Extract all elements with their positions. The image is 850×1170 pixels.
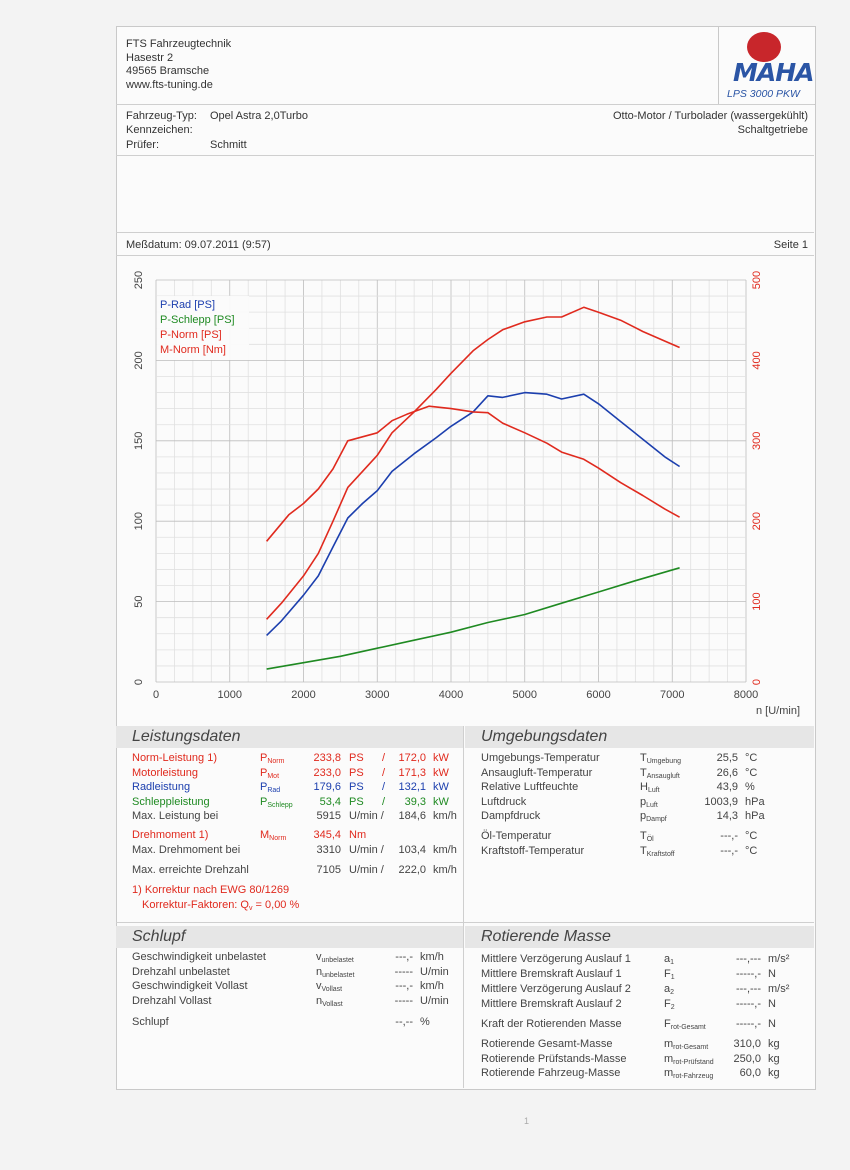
- y-left-tick-label: 150: [133, 431, 145, 450]
- row-unit: U/min /: [349, 810, 384, 822]
- row-value: 179,6: [313, 781, 341, 793]
- row-value-2: 222,0: [398, 864, 426, 876]
- mass-value: ---,---: [735, 983, 761, 995]
- row-unit-2: kW: [433, 795, 449, 808]
- transmission-type: Schaltgetriebe: [737, 124, 808, 136]
- engine-type: Otto-Motor / Turbolader (wassergekühlt): [612, 110, 808, 122]
- row-unit-2: kW: [433, 752, 449, 764]
- row-unit: PS: [349, 766, 364, 779]
- env-label: Kraftstoff-Temperatur: [481, 845, 585, 857]
- y-left-tick-label: 250: [133, 270, 145, 290]
- mass-value: -----,-: [735, 1018, 761, 1030]
- symbol: $P_{Norm}$: [260, 752, 285, 765]
- legend-entry: P-Rad [PS]: [160, 299, 216, 311]
- mass-unit: m/s²: [768, 983, 790, 995]
- y-left-tick-label: 200: [133, 351, 145, 370]
- divider: [116, 922, 814, 923]
- chart-series: [267, 307, 680, 669]
- mass-unit: N: [768, 1018, 776, 1030]
- symbol: $n_{unbelastet}$: [316, 965, 355, 979]
- slip-label: Drehzahl Vollast: [132, 994, 212, 1007]
- y-right-tick-label: 500: [751, 270, 763, 290]
- env-label: Umgebungs-Temperatur: [481, 752, 600, 764]
- row-unit: PS: [349, 752, 364, 764]
- row-unit-2: km/h: [433, 864, 457, 876]
- legend-entry: P-Norm [PS]: [160, 329, 222, 341]
- y-right-tick-label: 200: [751, 512, 763, 531]
- column-divider: [463, 726, 464, 1088]
- env-value: 1003,9: [704, 795, 738, 808]
- x-tick-label: 1000: [217, 689, 242, 701]
- legend-entry: M-Norm [Nm]: [160, 344, 226, 356]
- slip-label: Schlupf: [132, 1016, 169, 1028]
- env-unit: %: [745, 781, 755, 793]
- correction-subscript: v: [248, 905, 253, 912]
- row-unit: U/min /: [349, 864, 384, 876]
- company-city: 49565 Bramsche: [126, 65, 210, 77]
- symbol: $M_{Norm}$: [260, 829, 287, 842]
- symbol-subscript: unbelastet: [321, 957, 354, 964]
- mass-value: 250,0: [733, 1052, 761, 1065]
- row-value-2: 172,0: [398, 752, 426, 764]
- symbol: $H_{Luft}$: [640, 781, 660, 794]
- logo-text: MAHA: [733, 58, 814, 87]
- env-unit: hPa: [745, 795, 765, 808]
- x-tick-label: 3000: [365, 689, 390, 701]
- mass-unit: N: [768, 998, 776, 1010]
- mass-label: Mittlere Bremskraft Auslauf 1: [481, 968, 622, 980]
- company-name: FTS Fahrzeugtechnik: [126, 38, 232, 50]
- row-label: Max. Leistung bei: [132, 810, 219, 822]
- chart-legend: [157, 296, 249, 360]
- row-unit-2: kW: [433, 781, 449, 793]
- x-tick-label: 8000: [733, 689, 759, 701]
- section-leistungsdaten-title: Leistungsdaten: [116, 726, 463, 748]
- symbol-subscript: Vollast: [322, 1000, 343, 1008]
- x-tick-label: 0: [152, 689, 160, 701]
- symbol-subscript: 2: [670, 1004, 675, 1011]
- row-label: Max. erreichte Drehzahl: [132, 864, 249, 876]
- symbol-subscript: Vollast: [321, 986, 343, 993]
- symbol-subscript: rot-Gesamt: [673, 1044, 709, 1051]
- vehicle-type-label: Fahrzeug-Typ:: [126, 110, 197, 122]
- symbol: $m_{rot-Gesamt}$: [664, 1038, 709, 1051]
- symbol: $T_{Kraftstoff}$: [640, 845, 675, 858]
- row-label: Max. Drehmoment bei: [132, 844, 241, 856]
- row-unit: U/min /: [349, 844, 384, 856]
- row-value: 7105: [316, 864, 341, 876]
- env-value: 25,5: [716, 752, 738, 764]
- page-number: 1: [524, 1116, 530, 1126]
- symbol-subscript: Umgebung: [646, 758, 681, 765]
- row-unit-2: kW: [433, 766, 449, 779]
- symbol-subscript: 1: [670, 974, 675, 981]
- row-value: 3310: [316, 844, 341, 856]
- row-value-2: 184,6: [398, 810, 426, 822]
- x-axis-unit: n [U/min]: [756, 705, 801, 717]
- mass-label: Rotierende Prüfstands-Masse: [481, 1052, 627, 1065]
- row-label: Radleistung: [132, 781, 191, 793]
- y-right-tick-label: 300: [751, 431, 763, 450]
- symbol: $m_{rot-Fahrzeug}$: [664, 1067, 714, 1080]
- slip-label: Geschwindigkeit unbelastet: [132, 951, 266, 963]
- mass-value: 60,0: [739, 1067, 761, 1079]
- symbol-subscript: Luft: [647, 787, 660, 794]
- slip-unit: km/h: [420, 980, 444, 992]
- y-right-tick-label: 100: [751, 592, 763, 611]
- symbol: $F_1$: [664, 968, 675, 981]
- symbol: $F_{rot-Gesamt}$: [664, 1018, 706, 1031]
- section-schlupf-title: Schlupf: [116, 926, 463, 948]
- symbol: $n_{Vollast}$: [316, 994, 343, 1008]
- correction-factors: Korrektur-Faktoren: $Q_v = 0,00$ %: [142, 899, 300, 912]
- mass-value: -----,-: [735, 968, 761, 980]
- x-tick-label: 6000: [586, 689, 611, 701]
- row-label: Motorleistung: [132, 766, 199, 779]
- section-umgebungsdaten-title: Umgebungsdaten: [465, 726, 814, 748]
- maha-logo: [718, 26, 815, 105]
- correction-note: 1) Korrektur nach EWG 80/1269: [132, 884, 290, 896]
- row-label: Norm-Leistung 1): [132, 752, 217, 764]
- y-left-tick-label: 0: [133, 678, 145, 686]
- plate-label: Kennzeichen:: [126, 124, 193, 136]
- symbol: $F_2$: [664, 998, 675, 1011]
- env-unit: °C: [745, 752, 758, 764]
- mass-unit: N: [768, 968, 776, 980]
- symbol-subscript: rot-Gesamt: [670, 1024, 706, 1031]
- slip-value: ---,-: [395, 980, 413, 992]
- symbol-subscript: Öl: [646, 836, 654, 843]
- row-value: 233,0: [313, 766, 341, 779]
- env-label: Luftdruck: [481, 795, 527, 808]
- mass-value: ---,---: [735, 953, 761, 965]
- slip-label: Drehzahl unbelastet: [132, 965, 230, 978]
- x-tick-label: 4000: [438, 689, 464, 701]
- mass-value: -----,-: [735, 998, 761, 1010]
- slip-label: Geschwindigkeit Vollast: [132, 980, 248, 992]
- series-line-3: [267, 307, 680, 619]
- symbol-subscript: Mot: [267, 772, 280, 780]
- slip-value: -----: [394, 994, 413, 1007]
- mass-label: Mittlere Bremskraft Auslauf 2: [481, 998, 622, 1010]
- env-unit: °C: [745, 766, 758, 779]
- series-line-2: [267, 568, 680, 669]
- page-label: Seite 1: [773, 239, 808, 251]
- symbol-subscript: Norm: [267, 758, 285, 765]
- env-label: Relative Luftfeuchte: [481, 781, 579, 793]
- symbol: $P_{Rad}$: [260, 781, 281, 794]
- slip-unit: U/min: [420, 965, 449, 978]
- env-label: Ansaugluft-Temperatur: [481, 766, 593, 779]
- slip-value: ---,-: [395, 951, 413, 963]
- section-rotierende-title: Rotierende Masse: [465, 926, 814, 948]
- torque-label: Drehmoment 1): [132, 829, 209, 841]
- company-address: [126, 38, 231, 92]
- symbol: $a_2$: [664, 983, 675, 996]
- symbol: $T_{Ansaugluft}$: [640, 766, 680, 780]
- env-label: Dampfdruck: [481, 810, 541, 822]
- row-label: Schleppleistung: [132, 795, 210, 808]
- symbol: $T_{Öl}$: [640, 830, 654, 843]
- x-tick-label: 2000: [291, 689, 316, 701]
- row-unit-2: km/h: [433, 810, 457, 822]
- symbol-subscript: 1: [670, 959, 675, 966]
- symbol-subscript: Schlepp: [267, 801, 293, 809]
- row-value-2: 171,3: [398, 766, 426, 779]
- symbol: $T_{Umgebung}$: [640, 752, 681, 765]
- row-value-2: 132,1: [398, 781, 426, 793]
- symbol-subscript: rot-Fahrzeug: [673, 1073, 714, 1080]
- company-website: www.fts-tuning.de: [126, 78, 213, 91]
- measurement-date: Meßdatum: 09.07.2011 (9:57): [126, 239, 271, 251]
- mass-label: Mittlere Verzögerung Auslauf 2: [481, 983, 631, 995]
- y-left-tick-label: 100: [133, 512, 145, 531]
- device-name: LPS 3000 PKW: [727, 88, 800, 100]
- symbol-subscript: unbelastet: [322, 971, 355, 979]
- divider: [116, 232, 814, 233]
- y-right-tick-label: 400: [751, 351, 763, 370]
- symbol: $p_{Dampf}$: [640, 810, 667, 823]
- slip-value: --,--: [395, 1016, 413, 1028]
- row-unit: PS: [349, 795, 364, 808]
- mass-unit: kg: [768, 1052, 780, 1065]
- x-tick-label: 7000: [660, 689, 685, 701]
- row-value: 53,4: [319, 795, 341, 808]
- symbol: $v_{Vollast}$: [316, 980, 343, 993]
- examiner-label: Prüfer:: [126, 139, 160, 151]
- row-value-2: 39,3: [404, 795, 426, 808]
- symbol-subscript: Rad: [267, 787, 281, 794]
- row-value: 5915: [316, 810, 341, 822]
- symbol-subscript: rot-Prüfstand: [673, 1058, 714, 1066]
- y-left-tick-label: 50: [133, 595, 145, 608]
- y-right-tick-label: 0: [751, 678, 763, 686]
- series-line-1: [267, 393, 680, 636]
- torque-unit: Nm: [349, 829, 367, 841]
- env-label: Öl-Temperatur: [481, 830, 552, 842]
- legend-entry: P-Schlepp [PS]: [160, 314, 235, 326]
- env-unit: °C: [745, 845, 758, 857]
- vehicle-type-value: Opel Astra 2,0Turbo: [210, 110, 309, 122]
- symbol: $P_{Schlepp}$: [260, 795, 293, 809]
- mass-label: Rotierende Gesamt-Masse: [481, 1038, 613, 1050]
- row-separator: /: [382, 781, 386, 793]
- symbol-subscript: Norm: [269, 835, 287, 842]
- slip-unit: %: [420, 1016, 430, 1028]
- mass-label: Rotierende Fahrzeug-Masse: [481, 1067, 621, 1079]
- x-tick-label: 5000: [512, 689, 537, 701]
- row-unit: PS: [349, 781, 364, 793]
- mass-value: 310,0: [733, 1038, 761, 1050]
- row-value-2: 103,4: [398, 844, 426, 856]
- mass-unit: kg: [768, 1067, 780, 1079]
- symbol: $p_{Luft}$: [640, 795, 658, 809]
- slip-value: -----: [394, 965, 413, 978]
- row-separator: /: [382, 795, 386, 808]
- symbol: $P_{Mot}$: [260, 766, 280, 780]
- row-value: 233,8: [313, 752, 341, 764]
- mass-unit: m/s²: [768, 953, 790, 965]
- dyno-chart: [116, 256, 814, 721]
- slip-unit: U/min: [420, 994, 449, 1007]
- torque-value: 345,4: [313, 829, 341, 841]
- row-separator: /: [382, 766, 386, 779]
- divider: [116, 155, 814, 156]
- symbol: $a_1$: [664, 953, 675, 966]
- env-value: ---,-: [720, 845, 738, 857]
- symbol-subscript: Ansaugluft: [646, 772, 680, 780]
- mass-label: Kraft der Rotierenden Masse: [481, 1018, 622, 1030]
- symbol-subscript: 2: [670, 989, 675, 996]
- symbol-subscript: Luft: [646, 801, 658, 809]
- mass-unit: kg: [768, 1038, 780, 1050]
- symbol: $m_{rot-Prüfstand}$: [664, 1052, 714, 1066]
- env-unit: °C: [745, 830, 758, 842]
- row-unit-2: km/h: [433, 844, 457, 856]
- env-value: ---,-: [720, 830, 738, 842]
- company-street: Hasestr 2: [126, 51, 174, 64]
- symbol-subscript: Dampf: [646, 816, 667, 823]
- symbol-subscript: Kraftstoff: [646, 851, 675, 858]
- slip-unit: km/h: [420, 951, 444, 963]
- mass-label: Mittlere Verzögerung Auslauf 1: [481, 953, 631, 965]
- divider: [116, 104, 814, 105]
- env-value: 14,3: [716, 810, 738, 822]
- examiner-value: Schmitt: [210, 139, 247, 151]
- env-unit: hPa: [745, 810, 765, 822]
- env-value: 43,9: [716, 781, 738, 793]
- symbol: $v_{unbelastet}$: [316, 951, 354, 964]
- row-separator: /: [382, 752, 386, 764]
- env-value: 26,6: [716, 766, 738, 779]
